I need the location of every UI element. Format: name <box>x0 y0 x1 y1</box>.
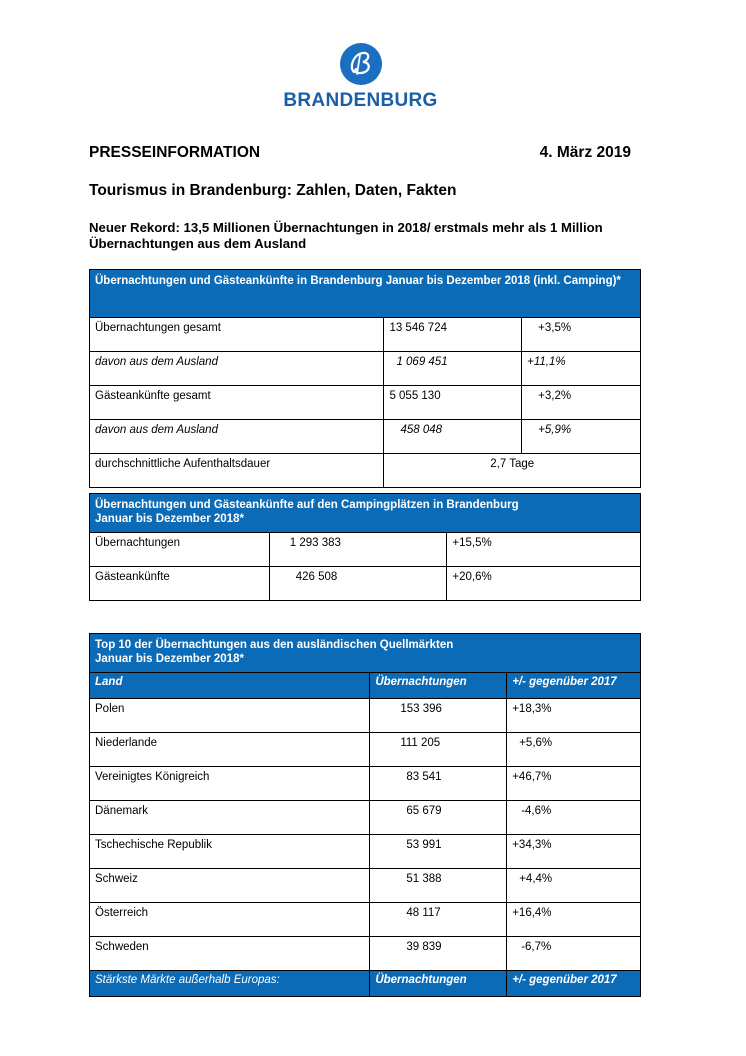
row-value: 48 117 <box>370 903 507 937</box>
table3-title-line1: Top 10 der Übernachtungen aus den ausländischen Quellmärkten <box>95 639 454 651</box>
footer-col2: Übernachtungen <box>370 971 507 997</box>
page-subtitle: Tourismus in Brandenburg: Zahlen, Daten, Fakten <box>89 182 457 199</box>
table-row <box>90 533 641 567</box>
table-row <box>90 386 641 420</box>
source-markets-table <box>89 633 641 997</box>
table-row <box>90 733 641 767</box>
row-label: Übernachtungen <box>90 533 270 567</box>
table-row <box>90 420 641 454</box>
table-row <box>90 937 641 971</box>
row-change: +46,7% <box>507 767 641 801</box>
overnight-stays-table <box>89 269 641 488</box>
row-value: 65 679 <box>370 801 507 835</box>
table-row <box>90 699 641 733</box>
row-change: +3,5% <box>522 318 641 352</box>
row-land: Tschechische Republik <box>90 835 370 869</box>
row-land: Vereinigtes Königreich <box>90 767 370 801</box>
row-land: Schweiz <box>90 869 370 903</box>
table3-title-line2: Januar bis Dezember 2018* <box>95 653 244 665</box>
camping-table <box>89 493 641 601</box>
table3-title <box>90 634 641 673</box>
table-row <box>90 767 641 801</box>
press-date: 4. März 2019 <box>539 144 631 161</box>
row-land: Polen <box>90 699 370 733</box>
row-change: +5,9% <box>522 420 641 454</box>
col-uebernachtungen: Übernachtungen <box>370 673 507 699</box>
table-row <box>90 801 641 835</box>
logo-text: BRANDENBURG <box>283 90 438 111</box>
row-change: +20,6% <box>447 567 641 601</box>
table-row <box>90 869 641 903</box>
row-change: -4,6% <box>507 801 641 835</box>
row-label: davon aus dem Ausland <box>90 420 384 454</box>
table2-title-line2: Januar bis Dezember 2018* <box>95 513 244 525</box>
row-value: 5 055 130 <box>384 386 522 420</box>
row-land: Österreich <box>90 903 370 937</box>
row-land: Schweden <box>90 937 370 971</box>
row-change: +34,3% <box>507 835 641 869</box>
table2-title <box>90 494 641 533</box>
table-row <box>90 567 641 601</box>
headline: Neuer Rekord: 13,5 Millionen Übernachtungen in 2018/ erstmals mehr als 1 Million Übernachtungen aus dem Ausland <box>89 220 603 251</box>
row-change: +18,3% <box>507 699 641 733</box>
table-row <box>90 903 641 937</box>
row-change: +3,2% <box>522 386 641 420</box>
table3-footer <box>90 971 641 997</box>
row-value: 53 991 <box>370 835 507 869</box>
footer-col3: +/- gegenüber 2017 <box>507 971 641 997</box>
row-change: +11,1% <box>522 352 641 386</box>
footer-label: Stärkste Märkte außerhalb Europas: <box>90 971 370 997</box>
row-label: Gästeankünfte <box>90 567 270 601</box>
col-land: Land <box>90 673 370 699</box>
row-value: 426 508 <box>269 567 447 601</box>
table-row <box>90 454 641 488</box>
brandenburg-emblem-icon <box>339 42 383 86</box>
table-row <box>90 318 641 352</box>
row-value: 1 069 451 <box>384 352 522 386</box>
row-value: 153 396 <box>370 699 507 733</box>
table-row <box>90 352 641 386</box>
row-change: +15,5% <box>447 533 641 567</box>
row-change: +16,4% <box>507 903 641 937</box>
brandenburg-logo <box>278 42 443 112</box>
table2-title-line1: Übernachtungen und Gästeankünfte auf den Campingplätzen in Brandenburg <box>95 499 519 511</box>
press-label: PRESSEINFORMATION <box>89 144 261 161</box>
press-header <box>89 144 631 162</box>
avg-stay-label: durchschnittliche Aufenthaltsdauer <box>90 454 384 488</box>
table3-column-headers <box>90 673 641 699</box>
row-value: 51 388 <box>370 869 507 903</box>
row-value: 458 048 <box>384 420 522 454</box>
row-value: 83 541 <box>370 767 507 801</box>
row-value: 111 205 <box>370 733 507 767</box>
table-row <box>90 835 641 869</box>
table1-title: Übernachtungen und Gästeankünfte in Brandenburg Januar bis Dezember 2018 (inkl. Camping)* <box>90 270 641 318</box>
row-value: 39 839 <box>370 937 507 971</box>
row-land: Dänemark <box>90 801 370 835</box>
row-label: Gästeankünfte gesamt <box>90 386 384 420</box>
row-label: davon aus dem Ausland <box>90 352 384 386</box>
row-value: 1 293 383 <box>269 533 447 567</box>
row-change: +4,4% <box>507 869 641 903</box>
row-change: -6,7% <box>507 937 641 971</box>
col-change: +/- gegenüber 2017 <box>507 673 641 699</box>
row-change: +5,6% <box>507 733 641 767</box>
row-value: 13 546 724 <box>384 318 522 352</box>
row-label: Übernachtungen gesamt <box>90 318 384 352</box>
avg-stay-value: 2,7 Tage <box>384 454 641 488</box>
row-land: Niederlande <box>90 733 370 767</box>
